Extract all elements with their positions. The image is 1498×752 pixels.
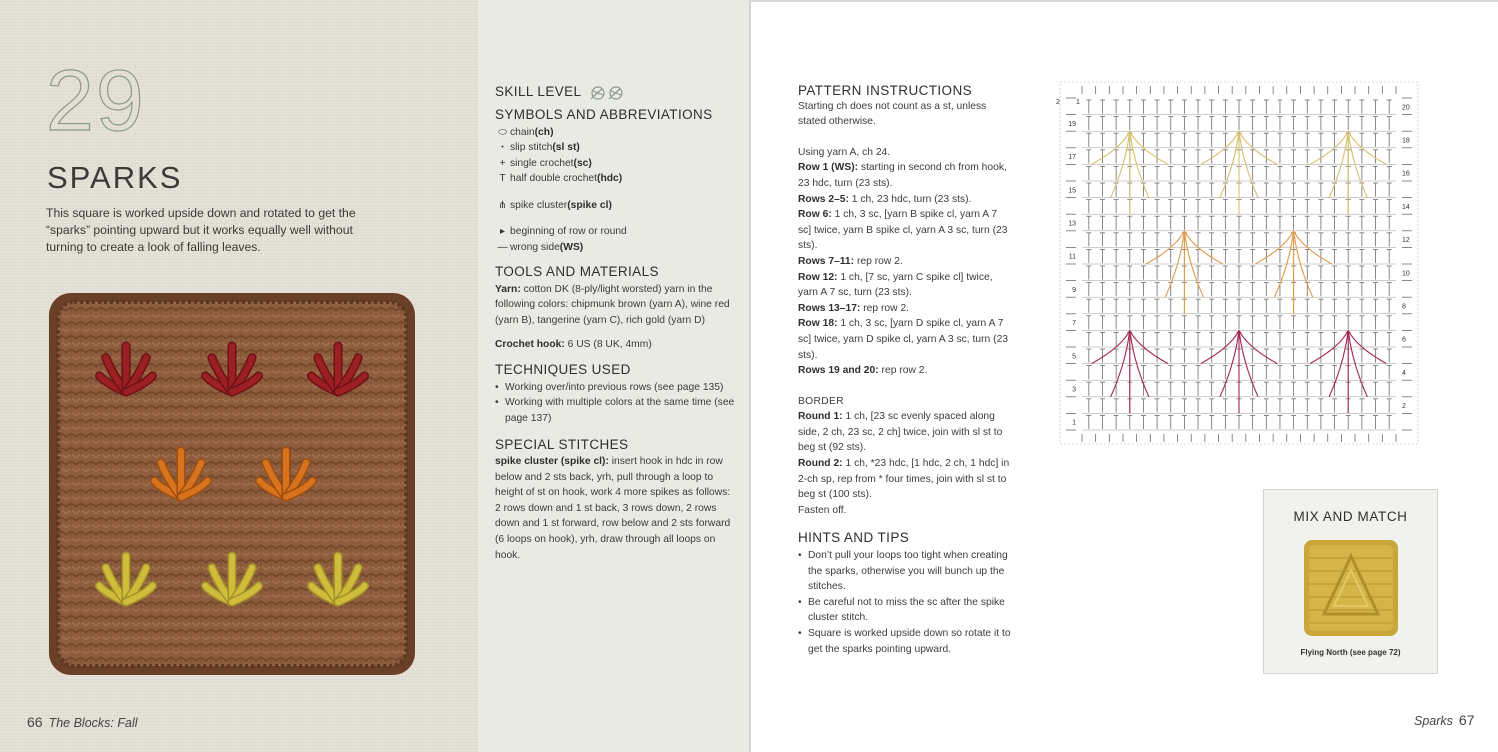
symbol-abbr: (WS) xyxy=(559,241,584,253)
special-stitch-desc: insert hook in hdc in row below and 2 sts back, yrh, pull through a loop to height of st on hook, work 4 more spikes as follows: 2 rows down and 1 st back, 3 rows down, 2 rows down and 1 st forward, row below and 2 sts forward (6 loops on hook), yrh, draw through all loops on hook. xyxy=(495,456,731,561)
technique-item-text: Working with multiple colors at the same time (see page 137) xyxy=(505,397,735,424)
hint-item-text: Don’t pull your loops too tight when creating the sparks, otherwise you will bunch up the stitches. xyxy=(808,550,1008,593)
arrow-icon: ▸ xyxy=(499,225,506,237)
crochet-square-photo xyxy=(46,290,418,678)
row-number-left: 7 xyxy=(1072,320,1076,328)
hints-heading: HINTS AND TIPS xyxy=(798,530,910,546)
hook-text: 6 US (8 UK, 4mm) xyxy=(564,338,652,350)
row-instruction-label: Row 12: xyxy=(798,271,838,283)
symbol-abbr: (ch) xyxy=(534,126,554,138)
left-page-photo xyxy=(0,0,478,752)
symbol-abbr: (hdc) xyxy=(597,173,623,185)
row-number-right: 18 xyxy=(1402,137,1410,145)
border-instruction-text: 1 ch, *23 hdc, [1 hdc, 2 ch, 1 hdc] in 2-ch sp, rep from * four times, join with sl st to beg st (100 sts). xyxy=(798,458,1010,501)
hints-list xyxy=(798,548,1013,657)
border-list xyxy=(798,409,1013,503)
row-number-right: 20 xyxy=(1402,104,1410,112)
row-number-right: 4 xyxy=(1402,369,1406,377)
yarn-info xyxy=(495,282,735,329)
spike-cluster-mark xyxy=(1092,330,1168,413)
symbol-label: beginning of row or round xyxy=(510,225,627,237)
symbol-label: half double crochet xyxy=(510,173,598,185)
row-instruction xyxy=(798,192,1013,208)
row-number-left: 9 xyxy=(1072,286,1076,294)
row-number-right: 12 xyxy=(1402,237,1410,245)
chain-icon: ⬭ xyxy=(498,126,507,138)
hook-info xyxy=(495,337,735,353)
left-folio: 66 xyxy=(27,714,43,730)
skill-level xyxy=(495,83,735,101)
left-footer xyxy=(27,714,138,730)
info-column xyxy=(495,83,735,563)
round-number: 1 xyxy=(1076,99,1080,106)
row-instruction xyxy=(798,270,1013,301)
row-number-right: 8 xyxy=(1402,303,1406,311)
pattern-title: SPARKS xyxy=(47,160,183,195)
hook-label: Crochet hook: xyxy=(495,338,565,350)
hint-item xyxy=(798,548,1013,595)
symbol-row xyxy=(495,125,735,141)
row-instruction xyxy=(798,316,1013,363)
slip-stitch-icon: • xyxy=(501,144,504,152)
row-number-left: 13 xyxy=(1068,220,1076,228)
row-instruction-text: rep row 2. xyxy=(860,302,910,314)
spike-cluster-mark xyxy=(1310,330,1386,413)
row-number-right: 6 xyxy=(1402,336,1406,344)
bullet-icon: • xyxy=(495,397,499,409)
row-instruction-text: 1 ch, 3 sc, [yarn B spike cl, yarn A 7 sc] twice, yarn B spike cl, yarn A 3 sc, turn (23 sts). xyxy=(798,209,1008,252)
symbol-row xyxy=(495,156,735,172)
row-number-left: 17 xyxy=(1068,154,1076,162)
instructions-start: Using yarn A, ch 24. xyxy=(798,146,891,158)
row-instruction-text: 1 ch, 3 sc, [yarn D spike cl, yarn A 7 sc] twice, yarn D spike cl, yarn A 3 sc, turn (23 sts). xyxy=(798,318,1009,361)
technique-item-text: Working over/into previous rows (see page 135) xyxy=(505,381,724,393)
mix-and-match-box xyxy=(1263,489,1438,674)
border-heading: BORDER xyxy=(798,395,844,407)
pattern-intro: This square is worked upside down and rotated to get the “sparks” pointing upward but it works equally well without turning to create a look of falling leaves. xyxy=(46,206,356,254)
border-instruction xyxy=(798,456,1013,503)
border-instruction-label: Round 2: xyxy=(798,458,843,470)
hint-item xyxy=(798,595,1013,626)
symbol-label: wrong side xyxy=(510,241,560,253)
border-instruction xyxy=(798,409,1013,456)
yarn-text: cotton DK (8-ply/light worsted) yarn in the following colors: chipmunk brown (yarn A), wine red (yarn B), tangerine (yarn C), rich gold (yarn D) xyxy=(495,283,730,326)
dash-icon: — xyxy=(497,241,508,253)
row-instruction-label: Rows 19 and 20: xyxy=(798,365,879,377)
symbol-row xyxy=(495,187,735,224)
hint-item-text: Be careful not to miss the sc after the spike cluster stitch. xyxy=(808,596,1005,624)
yarn-label: Yarn: xyxy=(495,283,521,295)
instructions-note: Starting ch does not count as a st, unless stated otherwise. xyxy=(798,100,987,128)
row-instruction-text: starting in second ch from hook, 23 hdc, turn (23 sts). xyxy=(798,162,1007,189)
special-stitch-text xyxy=(495,454,735,563)
single-crochet-icon: + xyxy=(499,157,506,169)
row-instruction-text: 1 ch, 23 hdc, turn (23 sts). xyxy=(848,193,972,205)
techniques-heading: TECHNIQUES USED xyxy=(495,362,631,378)
row-number-left: 19 xyxy=(1068,120,1076,128)
instructions-column xyxy=(798,83,1013,657)
page-gutter xyxy=(749,0,751,752)
border-instruction-label: Round 1: xyxy=(798,411,843,423)
symbol-label: spike cluster xyxy=(510,199,568,211)
stitch-chart xyxy=(1050,78,1428,456)
spike-cluster-mark xyxy=(1255,231,1331,314)
row-number-right: 2 xyxy=(1402,403,1406,411)
mix-heading: MIX AND MATCH xyxy=(1293,509,1408,524)
row-instruction xyxy=(798,301,1013,317)
bullet-icon: • xyxy=(798,596,802,608)
tools-heading: TOOLS AND MATERIALS xyxy=(495,264,659,280)
symbol-row xyxy=(495,240,735,256)
technique-item xyxy=(495,380,735,396)
row-number-left: 3 xyxy=(1072,386,1076,394)
symbol-row xyxy=(495,171,735,187)
technique-item xyxy=(495,395,735,426)
bullet-icon: • xyxy=(495,381,499,393)
spike-cluster-mark xyxy=(1146,231,1222,314)
row-number-left: 11 xyxy=(1068,253,1076,261)
right-footer xyxy=(1414,712,1474,728)
special-stitches-heading: SPECIAL STITCHES xyxy=(495,436,629,452)
symbol-label: slip stitch xyxy=(510,142,553,154)
symbol-row xyxy=(495,224,735,240)
symbol-abbr: (sl st) xyxy=(552,142,580,154)
row-instruction xyxy=(798,254,1013,270)
right-folio: 67 xyxy=(1458,712,1475,728)
right-section: Sparks xyxy=(1414,714,1453,728)
spike-cluster-mark xyxy=(1310,131,1386,214)
half-double-crochet-icon: T xyxy=(499,173,506,185)
spike-cluster-icon: ⋔ xyxy=(498,199,507,211)
row-instruction-label: Rows 13–17: xyxy=(798,302,861,314)
symbols-list xyxy=(495,125,735,256)
row-instruction-label: Rows 7–11: xyxy=(798,255,855,267)
bullet-icon: • xyxy=(798,550,802,562)
hint-item-text: Square is worked upside down so rotate it to get the sparks pointing upward. xyxy=(808,628,1011,655)
symbols-heading: SYMBOLS AND ABBREVIATIONS xyxy=(495,107,713,122)
row-instruction-label: Row 6: xyxy=(798,209,832,221)
row-instruction xyxy=(798,207,1013,254)
row-instruction-text: rep row 2. xyxy=(854,255,903,267)
symbol-label: chain xyxy=(510,126,535,138)
row-number-left: 15 xyxy=(1068,187,1076,195)
symbol-abbr: (sc) xyxy=(573,157,592,169)
row-instruction-text: 1 ch, [7 sc, yarn C spike cl] twice, yarn A 7 sc, turn (23 sts). xyxy=(798,271,993,299)
symbol-abbr: (spike cl) xyxy=(567,199,612,211)
row-number-right: 14 xyxy=(1402,203,1410,211)
left-section: The Blocks: Fall xyxy=(48,716,138,730)
border-instruction-text: 1 ch, [23 sc evenly spaced along side, 2 ch, 23 sc, 2 ch] twice, join with sl st to beg st (92 sts). xyxy=(798,411,1003,454)
bullet-icon: • xyxy=(798,628,802,639)
row-instruction-text: rep row 2. xyxy=(878,365,928,377)
row-number-right: 16 xyxy=(1402,170,1410,178)
spike-cluster-mark xyxy=(1092,131,1168,214)
skill-heading: SKILL LEVEL xyxy=(495,84,582,100)
row-instruction xyxy=(798,363,1013,379)
fasten-off: Fasten off. xyxy=(798,504,847,516)
row-instruction-label: Row 1 (WS): xyxy=(798,162,859,174)
techniques-list xyxy=(495,380,735,427)
spike-cluster-mark xyxy=(1201,330,1277,413)
special-stitch-term: spike cluster (spike cl): xyxy=(495,456,609,468)
chart-row-numbers xyxy=(1056,99,1410,427)
round-number: 2 xyxy=(1056,99,1060,106)
instructions-heading: PATTERN INSTRUCTIONS xyxy=(798,83,973,98)
hint-item xyxy=(798,626,1013,657)
spike-cluster-mark xyxy=(1201,131,1277,214)
skill-level-icon xyxy=(589,83,629,101)
row-number-right: 10 xyxy=(1402,270,1410,278)
row-instruction xyxy=(798,160,1013,191)
mix-caption: Flying North (see page 72) xyxy=(1300,648,1401,657)
pattern-number: 29 xyxy=(46,53,146,149)
row-number-left: 1 xyxy=(1072,419,1076,427)
symbol-row xyxy=(495,140,735,156)
flying-north-thumbnail xyxy=(1302,538,1400,638)
row-number-left: 5 xyxy=(1072,353,1076,361)
row-instruction-label: Rows 2–5: xyxy=(798,193,849,205)
symbol-label: single crochet xyxy=(510,157,574,169)
rows-list xyxy=(798,160,1013,378)
row-instruction-label: Row 18: xyxy=(798,318,838,330)
